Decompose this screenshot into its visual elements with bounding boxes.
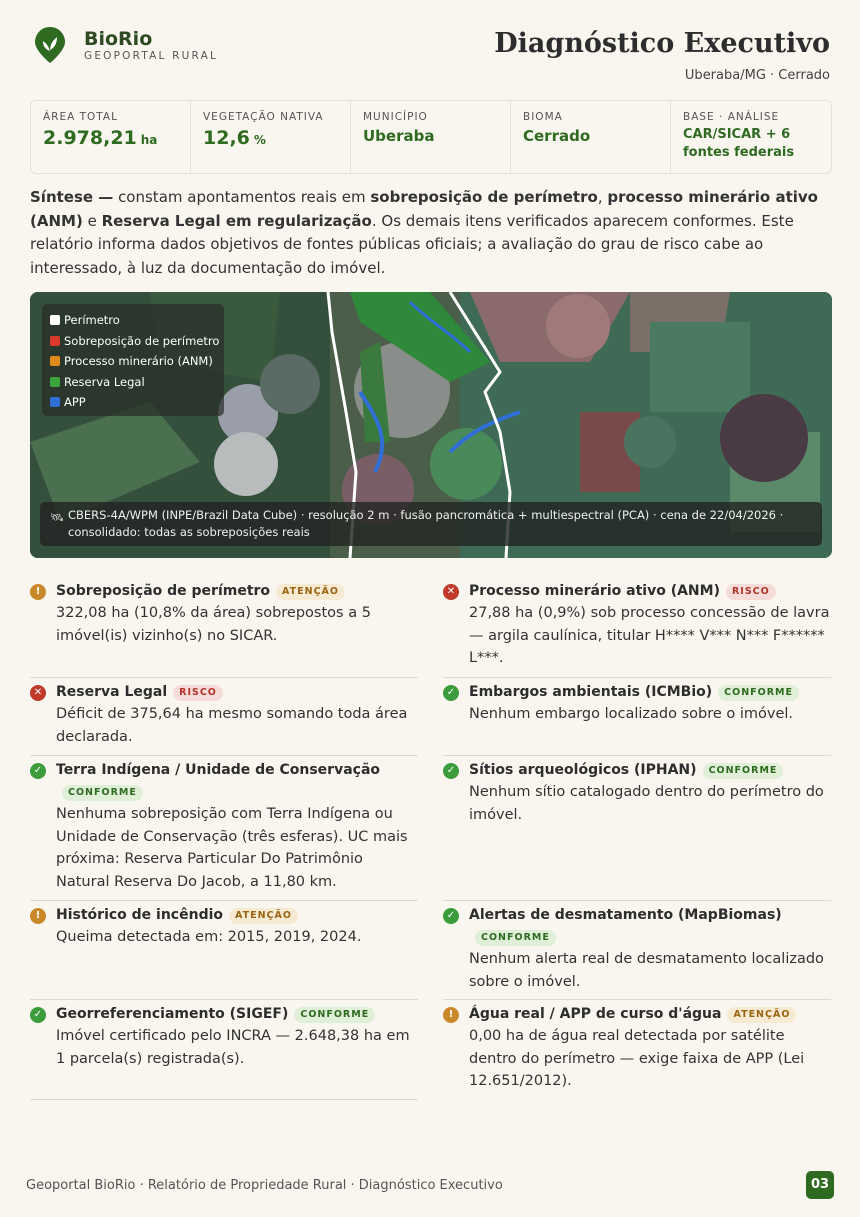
warning-icon: !	[30, 584, 46, 600]
map-caption-text: CBERS-4A/WPM (INPE/Brazil Data Cube) · resolução 2 m · fusão pancromática + multiespectral (PCA) · cena de 22/04/2026 · consolidado: todas as sobreposições reais	[68, 508, 784, 539]
finding-title-text: Alertas de desmatamento (MapBiomas)	[469, 907, 782, 923]
map-caption	[40, 502, 822, 546]
finding-title	[56, 681, 418, 703]
check-icon: ✓	[30, 1007, 46, 1023]
brand-name: BioRio	[84, 28, 153, 50]
finding-title	[469, 1003, 831, 1025]
finding-title	[56, 904, 418, 926]
kpi-unit: ha	[140, 133, 158, 147]
finding-text: Nenhum sítio catalogado dentro do perímetro do imóvel.	[469, 784, 824, 823]
finding-text: 27,88 ha (0,9%) sob processo concessão de lavra — argila caulínica, titular H**** V*** N*** F****** L***.	[469, 605, 830, 666]
kpi-label: ÁREA TOTAL	[43, 111, 118, 123]
brand-subtitle: GEOPORTAL RURAL	[84, 50, 219, 62]
finding-text: 0,00 ha de água real detectada por satélite dentro do perímetro — exige faixa de APP (Lei 12.651/2012).	[469, 1028, 805, 1089]
kpi-label: MUNICÍPIO	[363, 111, 428, 123]
legend-swatch	[50, 397, 60, 407]
finding-fire-history	[30, 904, 418, 1000]
risk-icon: ✕	[443, 584, 459, 600]
status-badge: ATENÇÃO	[727, 1007, 796, 1023]
finding-title	[56, 580, 418, 602]
check-icon: ✓	[443, 763, 459, 779]
legend-label: APP	[64, 395, 86, 410]
legend-item-perimeter	[50, 310, 224, 331]
risk-icon: ✕	[30, 685, 46, 701]
synthesis-text: ,	[597, 188, 608, 206]
page-title: Diagnóstico Executivo	[494, 28, 830, 59]
legend-swatch	[50, 377, 60, 387]
finding-title-text: Embargos ambientais (ICMBio)	[469, 684, 713, 700]
warning-icon: !	[443, 1007, 459, 1023]
status-badge: CONFORME	[62, 785, 143, 801]
finding-title	[469, 580, 831, 602]
status-badge: CONFORME	[718, 685, 799, 701]
legend-label: Perímetro	[64, 313, 120, 328]
legend-swatch	[50, 336, 60, 346]
finding-text: Déficit de 375,64 ha mesmo somando toda área declarada.	[56, 706, 408, 745]
kpi-strip	[30, 100, 832, 174]
finding-title	[469, 904, 831, 948]
kpi-municipality	[351, 101, 511, 173]
kpi-native-vegetation	[191, 101, 351, 173]
status-badge: CONFORME	[475, 930, 556, 946]
finding-deforestation-alerts	[443, 904, 831, 1000]
leaf-pin-logo-icon	[34, 26, 66, 64]
finding-title	[56, 759, 418, 803]
finding-legal-reserve	[30, 681, 418, 756]
finding-text: Nenhum embargo localizado sobre o imóvel.	[469, 706, 794, 722]
finding-title-text: Sítios arqueológicos (IPHAN)	[469, 762, 697, 778]
kpi-total-area	[31, 101, 191, 173]
legend-item-overlap	[50, 331, 224, 352]
map-legend	[42, 304, 224, 416]
page-number: 03	[806, 1171, 834, 1199]
kpi-label: BASE · ANÁLISE	[683, 111, 780, 123]
finding-environmental-embargo	[443, 681, 831, 756]
finding-title-text: Água real / APP de curso d'água	[469, 1006, 722, 1022]
legend-item-legal-reserve	[50, 372, 224, 393]
legend-label: Sobreposição de perímetro	[64, 333, 220, 348]
kpi-label: BIOMA	[523, 111, 563, 123]
kpi-unit: %	[253, 133, 266, 147]
finding-text: Imóvel certificado pelo INCRA — 2.648,38 ha em 1 parcela(s) registrada(s).	[56, 1028, 410, 1067]
legend-swatch	[50, 356, 60, 366]
finding-text: 322,08 ha (10,8% da área) sobrepostos a 5 imóvel(is) vizinho(s) no SICAR.	[56, 605, 371, 644]
page-footer: Geoportal BioRio · Relatório de Propriedade Rural · Diagnóstico Executivo	[26, 1178, 503, 1193]
check-icon: ✓	[443, 908, 459, 924]
status-badge: RISCO	[726, 584, 776, 600]
finding-text: Nenhum alerta real de desmatamento localizado sobre o imóvel.	[469, 951, 824, 990]
check-icon: ✓	[443, 685, 459, 701]
legend-item-mining	[50, 351, 224, 372]
legend-item-app	[50, 392, 224, 413]
kpi-analysis-base	[671, 101, 831, 173]
finding-text: Nenhuma sobreposição com Terra Indígena ou Unidade de Conservação (três esferas). UC mais próxima: Reserva Particular Do Patrimônio Natural Reserva Do Jacob, a 11,80 km.	[56, 806, 408, 890]
status-badge: RISCO	[173, 685, 223, 701]
kpi-value: CAR/SICAR + 6 fontes federais	[683, 127, 795, 160]
legend-label: Reserva Legal	[64, 374, 145, 389]
status-badge: CONFORME	[703, 763, 784, 779]
check-icon: ✓	[30, 763, 46, 779]
finding-title-text: Histórico de incêndio	[56, 907, 224, 923]
legend-label: Processo minerário (ANM)	[64, 354, 213, 369]
finding-water-app	[443, 1003, 831, 1100]
kpi-value	[43, 127, 178, 149]
finding-archaeological-sites	[443, 759, 831, 901]
synthesis-highlight: sobreposição de perímetro	[370, 188, 598, 206]
kpi-label: VEGETAÇÃO NATIVA	[203, 111, 324, 123]
kpi-biome	[511, 101, 671, 173]
finding-text: Queima detectada em: 2015, 2019, 2024.	[56, 929, 362, 945]
finding-indigenous-land	[30, 759, 418, 901]
finding-title-text: Reserva Legal	[56, 684, 168, 700]
status-badge: ATENÇÃO	[276, 584, 345, 600]
finding-georeferencing	[30, 1003, 418, 1100]
page-subtitle: Uberaba/MG · Cerrado	[684, 68, 830, 83]
satellite-icon: 🛰	[50, 511, 64, 524]
synthesis-lead: Síntese —	[30, 188, 114, 206]
finding-title-text: Processo minerário ativo (ANM)	[469, 583, 720, 599]
synthesis-highlight: Reserva Legal em regularização	[101, 211, 372, 230]
satellite-map[interactable]	[30, 292, 832, 558]
synthesis-paragraph	[30, 186, 830, 280]
synthesis-text: constam apontamentos reais em	[113, 188, 371, 206]
synthesis-highlight: processo minerário ativo (ANM)	[30, 188, 818, 230]
legend-swatch	[50, 315, 60, 325]
synthesis-text: . Os demais itens verificados aparecem conformes. Este relatório informa dados objetivos de fontes públicas oficiais; a avaliação do grau de risco cabe ao interessado, à luz da documentação do imóvel.	[30, 211, 794, 277]
status-badge: CONFORME	[294, 1007, 375, 1023]
kpi-value: Uberaba	[363, 127, 435, 145]
finding-title	[469, 681, 831, 703]
kpi-number: 2.978,21	[43, 127, 137, 149]
kpi-value	[203, 127, 338, 149]
finding-mining-process	[443, 580, 831, 678]
finding-title	[469, 759, 831, 781]
finding-perimeter-overlap	[30, 580, 418, 678]
kpi-value: Cerrado	[523, 127, 591, 145]
kpi-number: 12,6	[203, 127, 250, 149]
finding-title-text: Sobreposição de perímetro	[56, 583, 271, 599]
finding-title-text: Georreferenciamento (SIGEF)	[56, 1006, 289, 1022]
synthesis-text: e	[82, 211, 102, 230]
report-header	[30, 24, 830, 94]
warning-icon: !	[30, 908, 46, 924]
status-badge: ATENÇÃO	[229, 908, 298, 924]
finding-title	[56, 1003, 418, 1025]
finding-title-text: Terra Indígena / Unidade de Conservação	[56, 762, 381, 778]
